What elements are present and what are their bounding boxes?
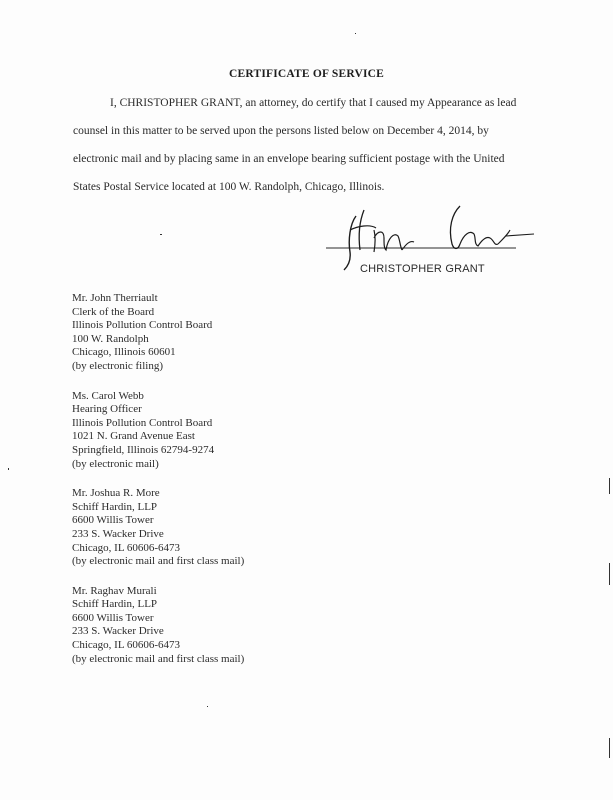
- recipient-delivery-method: (by electronic mail and first class mail): [72, 555, 245, 568]
- recipient-city: Chicago, IL 60606-6473: [72, 541, 181, 554]
- recipient-block: [72, 487, 372, 569]
- scan-speck: [355, 33, 356, 34]
- recipient-title: Hearing Officer: [72, 403, 142, 416]
- recipient-block: [72, 390, 372, 472]
- recipient-delivery-method: (by electronic mail and first class mail): [72, 652, 245, 665]
- recipient-city: Springfield, Illinois 62794-9274: [72, 443, 215, 456]
- certification-line-3: electronic mail and by placing same in an envelope bearing sufficient postage with the United: [73, 153, 505, 165]
- scan-speck: [160, 234, 162, 235]
- certification-line-2: counsel in this matter to be served upon the persons listed below on December 4, 2014, by: [73, 125, 489, 137]
- scan-speck: [207, 706, 208, 707]
- recipient-suite: 6600 Willis Tower: [72, 611, 154, 624]
- recipient-name: Mr. Joshua R. More: [72, 487, 160, 500]
- signer-name: CHRISTOPHER GRANT: [360, 263, 485, 275]
- scan-edge-mark: [609, 478, 610, 494]
- recipient-delivery-method: (by electronic mail): [72, 457, 159, 470]
- service-list: [72, 292, 372, 682]
- recipient-title: Clerk of the Board: [72, 305, 155, 318]
- recipient-street: 100 W. Randolph: [72, 332, 149, 345]
- recipient-delivery-method: (by electronic filing): [72, 359, 164, 372]
- recipient-block: [72, 585, 372, 667]
- page-title: CERTIFICATE OF SERVICE: [228, 68, 385, 80]
- recipient-organization: Illinois Pollution Control Board: [72, 319, 213, 332]
- recipient-organization: Schiff Hardin, LLP: [72, 500, 158, 513]
- scan-speck: [8, 468, 9, 470]
- certification-line-4: States Postal Service located at 100 W. Randolph, Chicago, Illinois.: [73, 181, 385, 193]
- recipient-name: Mr. Raghav Murali: [72, 584, 157, 597]
- recipient-city: Chicago, IL 60606-6473: [72, 639, 181, 652]
- recipient-block: [72, 292, 372, 374]
- scan-edge-mark: [609, 738, 610, 758]
- recipient-organization: Illinois Pollution Control Board: [72, 416, 213, 429]
- recipient-name: Ms. Carol Webb: [72, 389, 144, 402]
- scan-edge-mark: [609, 563, 610, 585]
- recipient-city: Chicago, Illinois 60601: [72, 346, 176, 359]
- certification-line-1: I, CHRISTOPHER GRANT, an attorney, do certify that I caused my Appearance as lead: [110, 97, 517, 109]
- recipient-name: Mr. John Therriault: [72, 292, 158, 304]
- recipient-street: 1021 N. Grand Avenue East: [72, 430, 195, 443]
- recipient-organization: Schiff Hardin, LLP: [72, 598, 158, 611]
- recipient-suite: 6600 Willis Tower: [72, 514, 154, 527]
- recipient-street: 233 S. Wacker Drive: [72, 527, 164, 540]
- recipient-street: 233 S. Wacker Drive: [72, 625, 164, 638]
